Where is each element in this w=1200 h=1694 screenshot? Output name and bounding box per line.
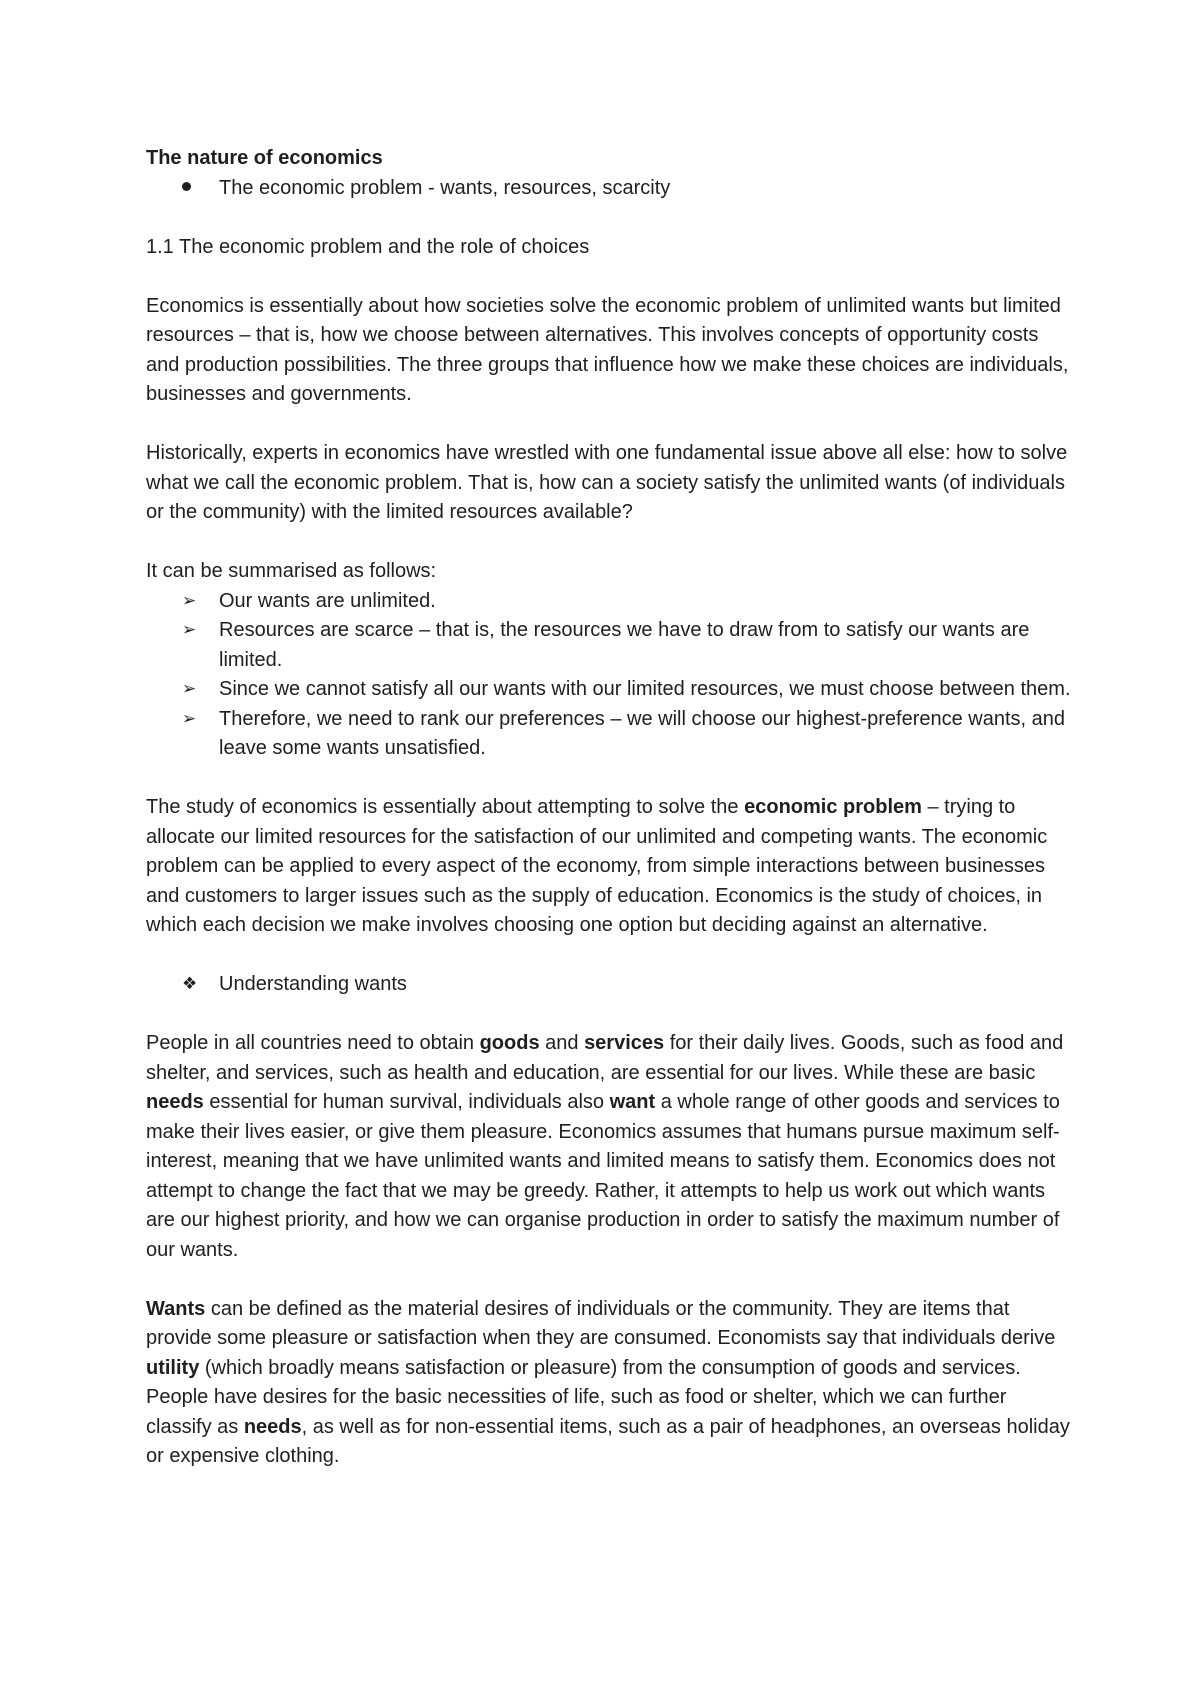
summary-item-text: Our wants are unlimited. [219, 589, 436, 612]
document-title: The nature of economics [146, 147, 383, 169]
text-run: (which broadly means satisfaction or pleasure) from the consumption of goods and services. People have desires for the basic necessities of life, such as food or shelter, which we can further classify as [146, 1356, 1021, 1438]
bold-term-services: services [584, 1032, 665, 1054]
bold-term-goods: goods [479, 1032, 540, 1054]
arrowhead-icon: ➢ [182, 620, 197, 640]
subheading-understanding-wants: Understanding wants [219, 973, 407, 995]
bold-term-wants: Wants [146, 1297, 206, 1320]
summary-item [146, 705, 1076, 764]
topic-bullet-text: The economic problem - wants, resources, scarcity [219, 176, 671, 199]
bold-term-economic-problem: economic problem [744, 796, 922, 818]
bold-term-utility: utility [146, 1356, 200, 1379]
text-run: and [539, 1032, 585, 1054]
bold-term-needs: needs [146, 1091, 204, 1113]
arrowhead-icon: ➢ [182, 590, 197, 611]
section-heading: 1.1 The economic problem and the role of choices [146, 235, 590, 258]
paragraph-wants-definition [146, 1295, 1076, 1472]
text-run: a whole range of other goods and services to make their lives easier, or give them pleasure. Economics assumes that humans pursue maximum self-interest, meaning that we have unlimited wants and limited means to satisfy them. Economics does not attempt to change the fact that we may be greedy. Rather, it attempts to help us work out which wants are our highest priority, and how we can organise production in order to satisfy the maximum number of our wants. [146, 1091, 1060, 1261]
four-diamond-icon: ❖ [182, 974, 198, 994]
text-run: can be defined as the material desires of individuals or the community. They are items that provide some pleasure or satisfaction when they are consumed. Economists say that individuals derive [146, 1297, 1056, 1349]
text-run: , as well as for non-essential items, such as a pair of headphones, an overseas holiday or expensive clothing. [146, 1415, 1070, 1467]
text-run: – trying to allocate our limited resources for the satisfaction of our unlimited and competing wants. The economic problem can be applied to every aspect of the economy, from simple interactions between businesses and customers to larger issues such as the supply of education. Economics is the study of choices, in which each decision we make involves choosing one option but deciding against an alternative. [146, 796, 1048, 936]
bold-term-want: want [609, 1091, 656, 1113]
paragraph-history: Historically, experts in economics have wrestled with one fundamental issue above all else: how to solve what we call the economic problem. That is, how can a society satisfy the unlimited wants (of individuals or the community) with the limited resources available? [146, 442, 1068, 523]
text-run: The study of economics is essentially about attempting to solve the [146, 796, 745, 818]
paragraph-intro: Economics is essentially about how societies solve the economic problem of unlimited wants but limited resources – that is, how we choose between alternatives. This involves concepts of opportunity costs and production possibilities. The three groups that influence how we make these choices are individuals, businesses and governments. [146, 294, 1069, 405]
text-run: essential for human survival, individuals also [203, 1091, 610, 1113]
summary-item-text: Since we cannot satisfy all our wants with our limited resources, we must choose between them. [219, 678, 1071, 700]
text-run: for their daily lives. Goods, such as food and shelter, and services, such as health and education, are essential for our lives. While these are basic [146, 1032, 1064, 1084]
summary-intro: It can be summarised as follows: [146, 560, 437, 582]
text-run: People in all countries need to obtain [146, 1032, 480, 1054]
bold-term-needs: needs [243, 1415, 302, 1438]
paragraph-economic-problem [146, 793, 1076, 941]
summary-item [146, 587, 1076, 617]
summary-item [146, 675, 1076, 705]
document-page [146, 144, 1076, 1472]
summary-item-text: Resources are scarce – that is, the resources we have to draw from to satisfy our wants are limited. [219, 619, 1030, 671]
summary-item-text: Therefore, we need to rank our preferences – we will choose our highest-preference wants, and leave some wants unsatisfied. [219, 707, 1066, 759]
summary-item [146, 616, 1076, 675]
arrowhead-icon: ➢ [182, 679, 197, 699]
bullet-dot-icon [182, 174, 212, 204]
topic-bullet-item [146, 174, 1076, 204]
arrowhead-icon: ➢ [182, 708, 197, 729]
paragraph-goods-services [146, 1029, 1076, 1265]
subheading-item [146, 970, 1076, 1000]
